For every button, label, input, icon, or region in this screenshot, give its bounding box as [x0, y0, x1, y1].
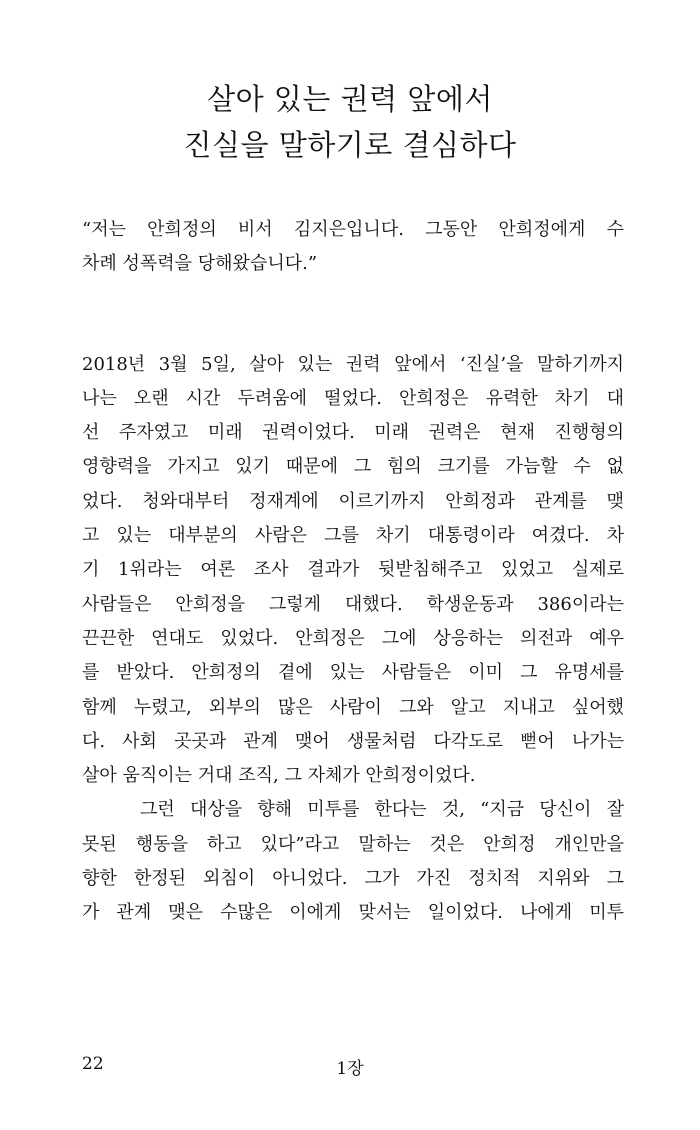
text-line: 살아 움직이는 거대 조직, 그 자체가 안희정이었다. [82, 765, 476, 787]
text-line: 영향력을 가지고 있기 때문에 그 힘의 크기를 가늠할 수 없 [82, 456, 624, 478]
text-line: 함께 누렸고, 외부의 많은 사람이 그와 알고 지내고 싶어했 [82, 696, 624, 718]
text-line: 나는 오랜 시간 두려움에 떨었다. 안희정은 유력한 차기 대 [82, 387, 624, 409]
text-line: 었다. 청와대부터 정재계에 이르기까지 안희정과 관계를 맺 [82, 490, 624, 512]
chapter-title-line-2: 진실을 말하기로 결심하다 [183, 128, 517, 162]
text-line: 그런 대상을 향해 미투를 한다는 것, “지금 당신이 잘 [140, 799, 624, 821]
paragraph-gap [82, 282, 624, 348]
text-line: 사람들은 안희정을 그렇게 대했다. 학생운동과 386이라는 [82, 593, 624, 615]
text-line: 를 받았다. 안희정의 곁에 있는 사람들은 이미 그 유명세를 [82, 662, 624, 684]
paragraph-quote [82, 213, 624, 282]
chapter-title-line-1: 살아 있는 권력 앞에서 [207, 82, 493, 116]
text-line: 고 있는 대부분의 사람은 그를 차기 대통령이라 여겼다. 차 [82, 525, 624, 547]
page-number: 22 [82, 1054, 104, 1074]
chapter-label: 1장 [336, 1059, 364, 1079]
text-line: 선 주자였고 미래 권력이었다. 미래 권력은 현재 진행형의 [82, 422, 624, 444]
chapter-title [0, 76, 700, 168]
text-line: 향한 한정된 외침이 아니었다. 그가 가진 정치적 지위와 그 [82, 868, 624, 890]
text-line: 끈끈한 연대도 있었다. 안희정은 그에 상응하는 의전과 예우 [82, 627, 624, 649]
text-line: 2018년 3월 5일, 살아 있는 권력 앞에서 ‘진실’을 말하기까지 [82, 353, 624, 375]
text-line: 다. 사회 곳곳과 관계 맺어 생물처럼 다각도로 뻗어 나가는 [82, 730, 624, 752]
text-line: 차례 성폭력을 당해왔습니다.” [82, 253, 318, 275]
paragraph-continuation [82, 793, 624, 930]
body-text [82, 213, 624, 931]
text-line: 가 관계 맺은 수많은 이에게 맞서는 일이었다. 나에게 미투 [82, 902, 624, 924]
paragraph-main [82, 348, 624, 794]
text-line: 기 1위라는 여론 조사 결과가 뒷받침해주고 있었고 실제로 [82, 559, 624, 581]
text-line: 못된 행동을 하고 있다”라고 말하는 것은 안희정 개인만을 [82, 833, 624, 855]
text-line: “저는 안희정의 비서 김지은입니다. 그동안 안희정에게 수 [82, 219, 624, 240]
